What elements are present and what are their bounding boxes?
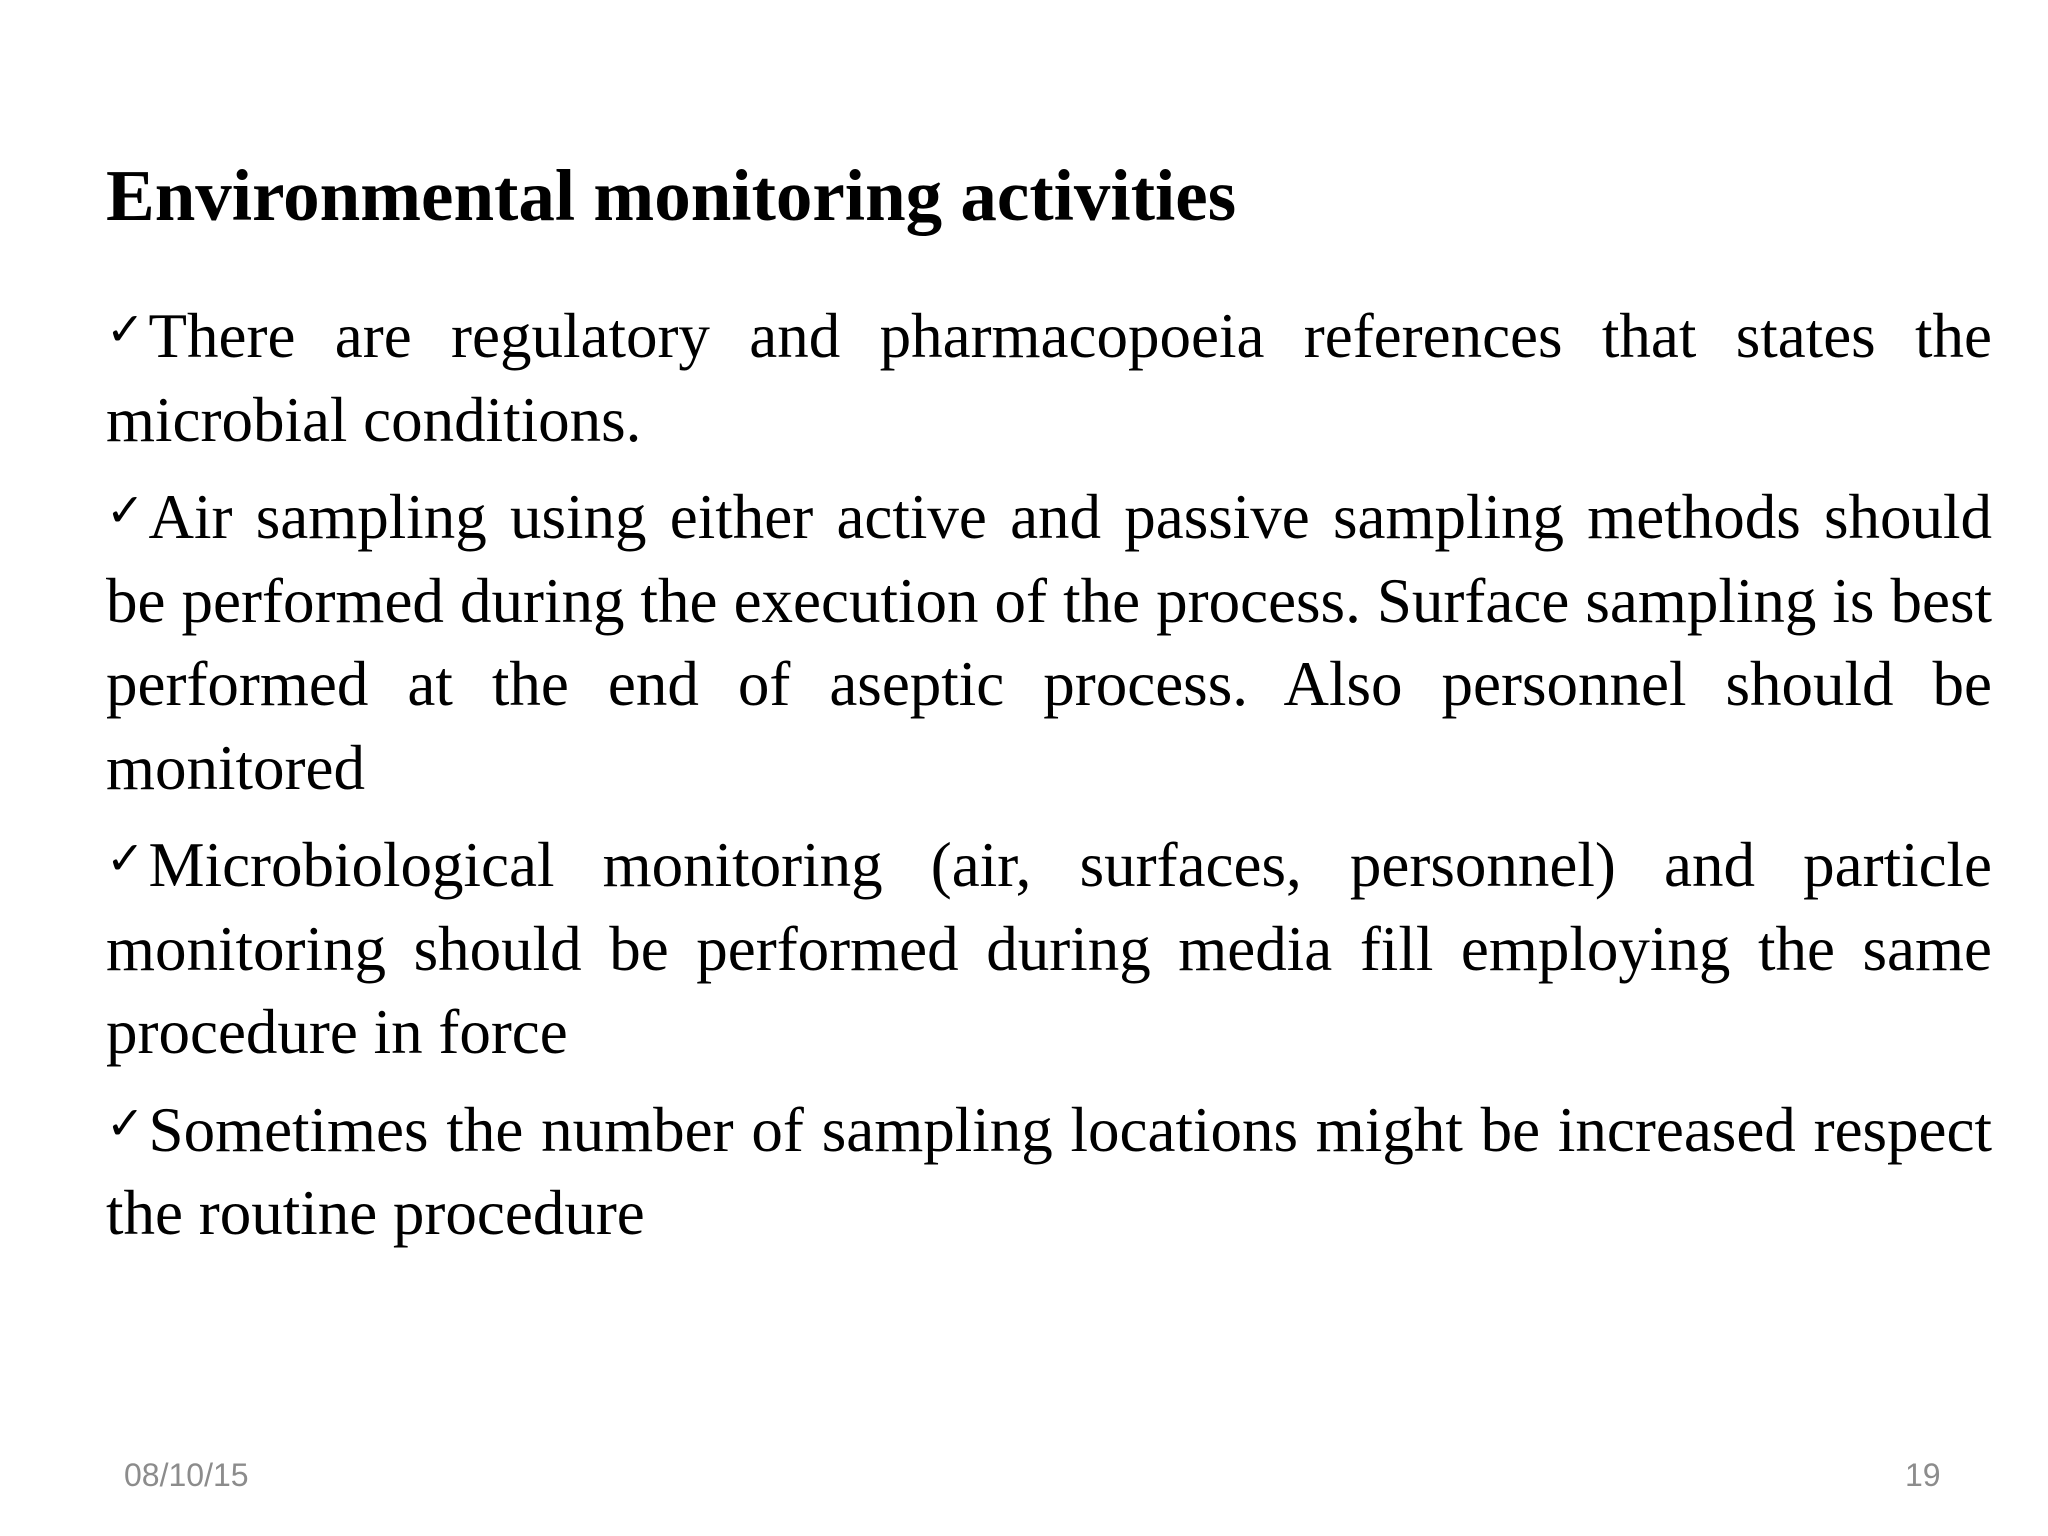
check-mark-icon: ✓ [106, 483, 145, 537]
footer-date: 08/10/15 [124, 1457, 249, 1493]
check-mark-icon: ✓ [106, 1095, 145, 1150]
bullet-item [106, 295, 1992, 462]
check-mark-icon: ✓ [106, 831, 145, 885]
bullet-text: Sometimes the number of sampling locations might be increased respect the routine procedure [106, 1094, 1992, 1248]
bullet-text: There are regulatory and pharmacopoeia references that states the microbial conditions. [106, 301, 1992, 455]
slide-title: Environmental monitoring activities [106, 155, 1237, 236]
check-mark-icon: ✓ [106, 302, 145, 356]
bullet-item [106, 1089, 1992, 1256]
bullet-item [106, 476, 1992, 810]
page-number: 19 [1905, 1457, 1941, 1493]
bullet-text: Microbiological monitoring (air, surfaces, personnel) and particle monitoring should be performed during media fill employing the same procedure in force [106, 830, 1992, 1067]
bullet-item [106, 824, 1992, 1075]
bullet-text: Air sampling using either active and passive sampling methods should be performed during the execution of the process. Surface sampling is best performed at the end of aseptic process. Also personnel should be monitored [106, 482, 1992, 803]
bullet-list [106, 295, 1992, 1270]
